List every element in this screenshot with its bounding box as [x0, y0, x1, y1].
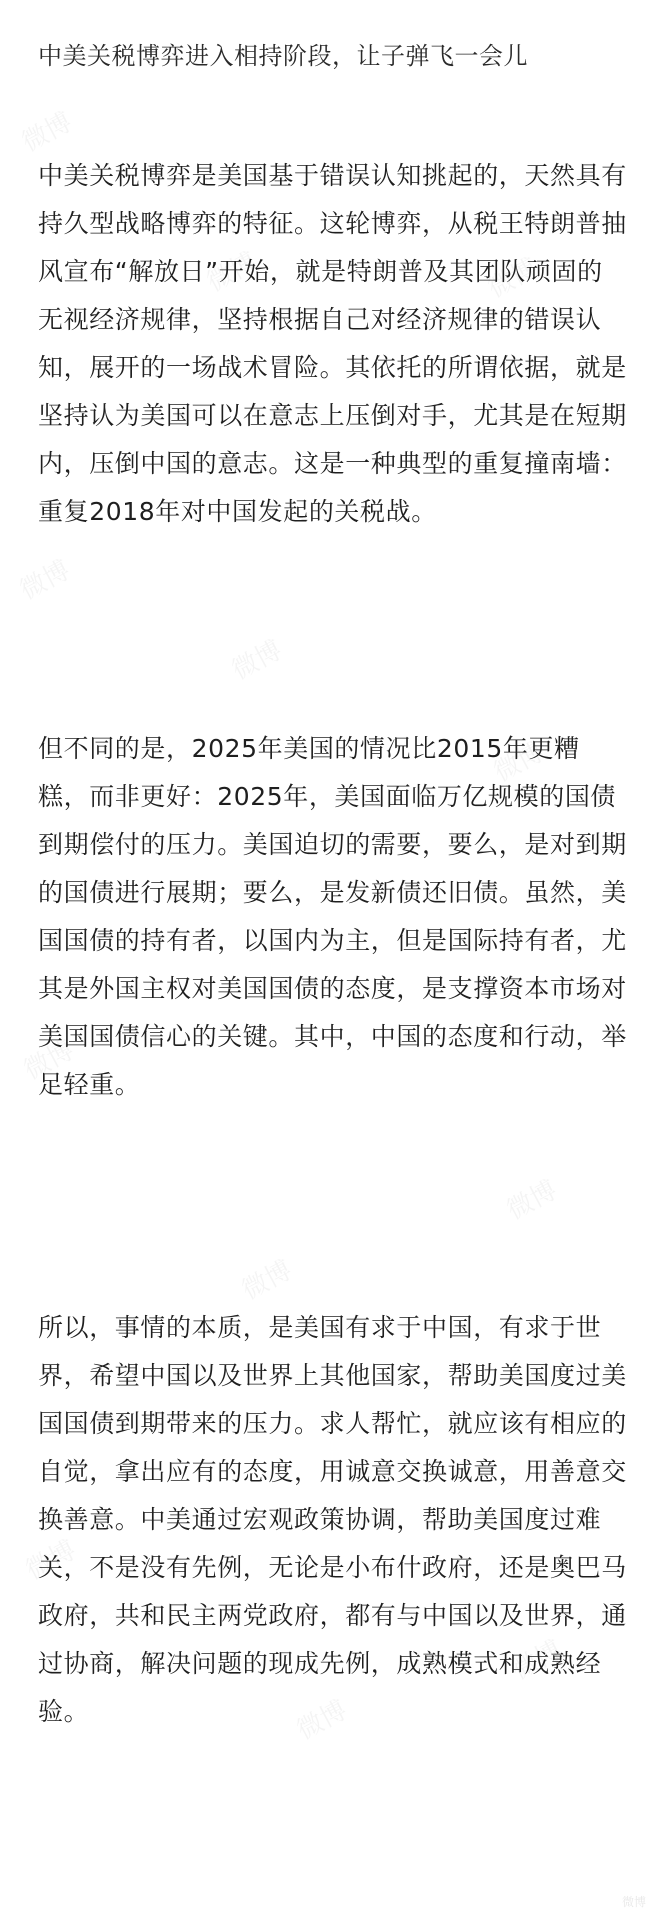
watermark-text: [14, 102, 77, 159]
article-paragraph-1: 中美关税博弈是美国基于错误认知挑起的，天然具有持久型战略博弈的特征。这轮博弈，从税王特朗普抽风宣布“解放日”开始，就是特朗普及其团队顽固的无视经济规律，坚持根据自己对经济规律的错误认知，展开的一场战术冒险。其依托的所谓依据，就是坚持认为美国可以在意志上压倒对手，尤其是在短期内，压倒中国的意志。这是一种典型的重复撞南墙：重复2018年对中国发起的关税战。: [38, 161, 627, 526]
footer-watermark: 微博: [621, 1895, 646, 1909]
article-title: 中美关税博弈进入相持阶段，让子弹飞一会儿: [38, 42, 528, 70]
article-paragraph-3: 所以，事情的本质，是美国有求于中国，有求于世界，希望中国以及世界上其他国家，帮助美国度过美国国债到期带来的压力。求人帮忙，就应该有相应的自觉，拿出应有的态度，用诚意交换诚意，用善意交换善意。中美通过宏观政策协调，帮助美国度过难关，不是没有先例，无论是小布什政府，还是奥巴马政府，共和民主两党政府，都有与中国以及世界，通过协商，解决问题的现成先例，成熟模式和成熟经验。: [38, 1313, 627, 1726]
watermark-text: [234, 1250, 297, 1307]
watermark-text: [499, 1170, 562, 1227]
watermark-text: [224, 630, 287, 687]
article-paragraph-2: 但不同的是，2025年美国的情况比2015年更糟糕，而非更好：2025年，美国面临万亿规模的国债到期偿付的压力。美国迫切的需要，要么，是对到期的国债进行展期；要么，是发新债还旧债。虽然，美国国债的持有者，以国内为主，但是国际持有者，尤其是外国主权对美国国债的态度，是支撑资本市场对美国国债信心的关键。其中，中国的态度和行动，举足轻重。: [38, 734, 627, 1099]
watermark-text: [12, 550, 75, 607]
